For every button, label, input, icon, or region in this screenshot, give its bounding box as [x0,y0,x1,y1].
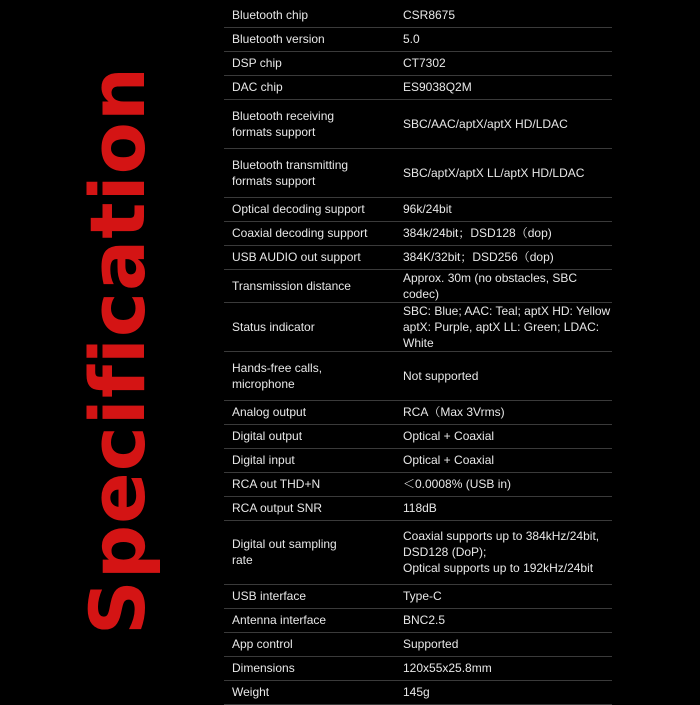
spec-row [224,472,612,496]
spec-row [224,680,612,704]
spec-row [224,400,612,424]
spec-row [224,75,612,99]
spec-value: 5.0 [396,27,612,51]
spec-value: 145g [396,680,612,704]
spec-value: 118dB [396,496,612,520]
spec-label: Optical decoding support [224,197,396,221]
spec-value: 384K/32bit；DSD256（dop) [396,245,612,269]
spec-label: Transmission distance [224,269,396,302]
spec-value: Supported [396,632,612,656]
spec-label: Status indicator [224,302,396,351]
spec-label: Bluetooth version [224,27,396,51]
spec-row [224,269,612,302]
spec-row [224,302,612,351]
spec-label: Bluetooth receiving formats support [224,99,396,148]
spec-value: 384k/24bit；DSD128（dop) [396,221,612,245]
spec-row [224,448,612,472]
spec-label: DSP chip [224,51,396,75]
specification-heading: Specification [72,65,162,635]
spec-value: RCA（Max 3Vrms) [396,400,612,424]
spec-row [224,584,612,608]
spec-row [224,221,612,245]
spec-row [224,351,612,400]
spec-label: DAC chip [224,75,396,99]
spec-row [224,424,612,448]
spec-row [224,608,612,632]
spec-value: ES9038Q2M [396,75,612,99]
spec-value: ＜0.0008% (USB in) [396,472,612,496]
spec-value: Coaxial supports up to 384kHz/24bit, DSD128 (DoP); Optical supports up to 192kHz/24bit [396,520,612,584]
spec-label: RCA output SNR [224,496,396,520]
spec-table [224,3,612,705]
spec-value: SBC/AAC/aptX/aptX HD/LDAC [396,99,612,148]
spec-label: Dimensions [224,656,396,680]
spec-value: Not supported [396,351,612,400]
spec-row [224,148,612,197]
spec-row [224,197,612,221]
spec-row [224,520,612,584]
spec-row [224,27,612,51]
spec-value: 96k/24bit [396,197,612,221]
spec-value: CT7302 [396,51,612,75]
spec-label: Bluetooth chip [224,3,396,27]
spec-value: Optical + Coaxial [396,424,612,448]
spec-label: Antenna interface [224,608,396,632]
spec-label: Hands-free calls, microphone [224,351,396,400]
spec-label: App control [224,632,396,656]
spec-row [224,3,612,27]
spec-value: Optical + Coaxial [396,448,612,472]
spec-table-body [224,3,612,704]
spec-row [224,496,612,520]
spec-row [224,656,612,680]
spec-label: USB AUDIO out support [224,245,396,269]
spec-row [224,245,612,269]
spec-row [224,99,612,148]
spec-label: RCA out THD+N [224,472,396,496]
spec-value: Type-C [396,584,612,608]
side-title [52,0,182,700]
spec-row [224,632,612,656]
spec-label: Weight [224,680,396,704]
spec-value: CSR8675 [396,3,612,27]
spec-label: Digital input [224,448,396,472]
spec-label: USB interface [224,584,396,608]
spec-row [224,51,612,75]
spec-value: BNC2.5 [396,608,612,632]
spec-value: Approx. 30m (no obstacles, SBC codec) [396,269,612,302]
spec-value: SBC: Blue; AAC: Teal; aptX HD: Yellow aptX: Purple, aptX LL: Green; LDAC: White [396,302,612,351]
spec-label: Bluetooth transmitting formats support [224,148,396,197]
spec-value: 120x55x25.8mm [396,656,612,680]
spec-label: Digital output [224,424,396,448]
spec-value: SBC/aptX/aptX LL/aptX HD/LDAC [396,148,612,197]
spec-label: Analog output [224,400,396,424]
spec-label: Coaxial decoding support [224,221,396,245]
spec-label: Digital out sampling rate [224,520,396,584]
